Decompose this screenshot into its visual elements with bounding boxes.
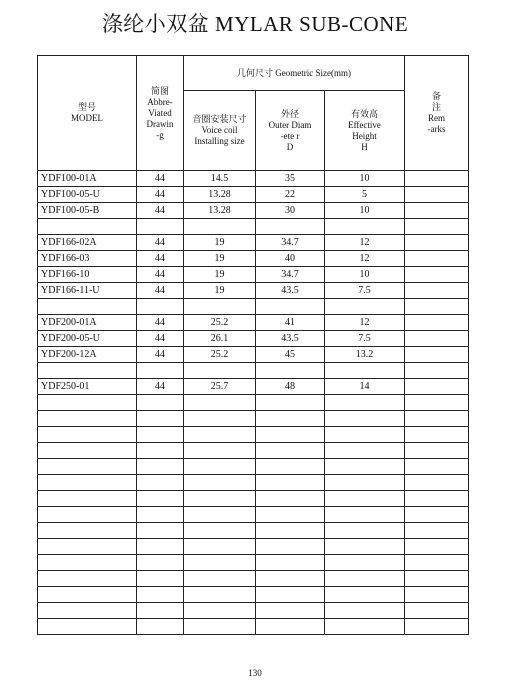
height-cell xyxy=(325,523,405,539)
drawing-cell xyxy=(137,411,184,427)
spec-table xyxy=(37,55,469,635)
drawing-cell: 44 xyxy=(137,315,184,331)
voice-coil-cell xyxy=(184,395,256,411)
outer-diam-cell: 43.5 xyxy=(256,331,325,347)
drawing-cell: 44 xyxy=(137,331,184,347)
voice-coil-cell xyxy=(184,219,256,235)
outer-diam-cell xyxy=(256,299,325,315)
model-cell xyxy=(38,619,137,635)
table-row xyxy=(38,171,469,187)
remarks-cell xyxy=(405,187,469,203)
drawing-cell xyxy=(137,587,184,603)
drawing-cell xyxy=(137,219,184,235)
remarks-cell xyxy=(405,251,469,267)
model-header xyxy=(38,56,137,171)
outer-diam-cell: 34.7 xyxy=(256,267,325,283)
voice-coil-cell: 13.28 xyxy=(184,203,256,219)
height-cell xyxy=(325,603,405,619)
height-header-line: 有效高 xyxy=(350,108,378,119)
voice-coil-cell: 25.7 xyxy=(184,379,256,395)
drawing-cell xyxy=(137,363,184,379)
outer-diam-cell: 40 xyxy=(256,251,325,267)
voice-coil-cell: 13.28 xyxy=(184,187,256,203)
remarks-cell xyxy=(405,555,469,571)
height-cell xyxy=(325,395,405,411)
outer-diam-cell xyxy=(256,603,325,619)
remarks-header xyxy=(405,56,469,171)
model-cell xyxy=(38,299,137,315)
outer-diam-cell xyxy=(256,523,325,539)
remarks-cell xyxy=(405,571,469,587)
outer-diam-cell xyxy=(256,571,325,587)
drawing-cell xyxy=(137,475,184,491)
outer-diam-cell: 22 xyxy=(256,187,325,203)
remarks-cell xyxy=(405,219,469,235)
model-cell xyxy=(38,411,137,427)
drawing-cell xyxy=(137,299,184,315)
height-cell: 12 xyxy=(325,251,405,267)
model-cell xyxy=(38,475,137,491)
drawing-header-line: -g xyxy=(156,129,164,140)
table-row xyxy=(38,475,469,491)
voice-coil-cell: 26.1 xyxy=(184,331,256,347)
height-cell xyxy=(325,427,405,443)
table-row xyxy=(38,587,469,603)
table-row xyxy=(38,203,469,219)
height-cell xyxy=(325,491,405,507)
voice-coil-cell xyxy=(184,571,256,587)
model-cell xyxy=(38,459,137,475)
drawing-cell: 44 xyxy=(137,187,184,203)
height-cell xyxy=(325,587,405,603)
drawing-header-line: Viated xyxy=(148,107,172,118)
remarks-header-line: 注 xyxy=(431,102,441,112)
outer-diam-cell xyxy=(256,363,325,379)
drawing-cell xyxy=(137,395,184,411)
voice-coil-header-line: Installing size xyxy=(194,136,245,146)
voice-coil-cell xyxy=(184,411,256,427)
model-cell xyxy=(38,427,137,443)
remarks-cell xyxy=(405,587,469,603)
outer-diam-cell: 30 xyxy=(256,203,325,219)
outer-diam-cell xyxy=(256,459,325,475)
voice-coil-cell: 19 xyxy=(184,235,256,251)
remarks-header-line: Rem xyxy=(428,113,445,123)
height-cell: 12 xyxy=(325,315,405,331)
remarks-cell xyxy=(405,475,469,491)
voice-coil-cell: 19 xyxy=(184,251,256,267)
height-cell xyxy=(325,299,405,315)
outer-diam-cell xyxy=(256,395,325,411)
outer-diam-cell xyxy=(256,539,325,555)
drawing-cell: 44 xyxy=(137,347,184,363)
voice-coil-cell xyxy=(184,619,256,635)
drawing-header-line: Abbre- xyxy=(147,96,173,107)
table-row xyxy=(38,331,469,347)
remarks-cell xyxy=(405,283,469,299)
table-row xyxy=(38,315,469,331)
voice-coil-cell xyxy=(184,603,256,619)
table-row xyxy=(38,491,469,507)
voice-coil-cell xyxy=(184,475,256,491)
voice-coil-cell xyxy=(184,443,256,459)
model-cell: YDF200-12A xyxy=(38,347,137,363)
drawing-cell: 44 xyxy=(137,267,184,283)
table-row xyxy=(38,379,469,395)
remarks-header-line: 备 xyxy=(431,91,441,101)
page-title: 涤纶小双盆 MYLAR SUB-CONE xyxy=(101,12,409,36)
remarks-cell xyxy=(405,299,469,315)
outer-diam-header-line: 外径 xyxy=(280,108,299,119)
outer-diam-cell xyxy=(256,555,325,571)
height-cell xyxy=(325,539,405,555)
height-cell xyxy=(325,219,405,235)
voice-coil-cell xyxy=(184,587,256,603)
table-row xyxy=(38,459,469,475)
voice-coil-cell xyxy=(184,363,256,379)
table-row xyxy=(38,427,469,443)
drawing-cell xyxy=(137,603,184,619)
outer-diam-cell: 35 xyxy=(256,171,325,187)
outer-diam-header-line: -ete r xyxy=(280,130,300,141)
drawing-cell: 44 xyxy=(137,203,184,219)
voice-coil-cell: 19 xyxy=(184,283,256,299)
model-cell: YDF250-01 xyxy=(38,379,137,395)
height-cell: 10 xyxy=(325,267,405,283)
outer-diam-header-line: Outer Diam xyxy=(268,119,312,130)
drawing-cell xyxy=(137,539,184,555)
outer-diam-cell xyxy=(256,443,325,459)
table-row xyxy=(38,555,469,571)
model-cell: YDF200-05-U xyxy=(38,331,137,347)
remarks-cell xyxy=(405,203,469,219)
voice-coil-cell xyxy=(184,507,256,523)
model-cell xyxy=(38,571,137,587)
model-cell xyxy=(38,507,137,523)
drawing-cell xyxy=(137,491,184,507)
model-cell: YDF200-01A xyxy=(38,315,137,331)
model-header-en: MODEL xyxy=(71,113,103,123)
voice-coil-cell xyxy=(184,539,256,555)
voice-coil-cell xyxy=(184,299,256,315)
model-cell: YDF166-11-U xyxy=(38,283,137,299)
remarks-cell xyxy=(405,267,469,283)
height-cell xyxy=(325,507,405,523)
model-cell: YDF100-01A xyxy=(38,171,137,187)
height-cell: 7.5 xyxy=(325,331,405,347)
remarks-header-line: -arks xyxy=(427,124,446,134)
outer-diam-cell xyxy=(256,491,325,507)
page-number: 130 xyxy=(248,668,262,678)
remarks-cell xyxy=(405,315,469,331)
table-row xyxy=(38,251,469,267)
model-cell xyxy=(38,603,137,619)
table-row xyxy=(38,411,469,427)
remarks-cell xyxy=(405,443,469,459)
voice-coil-header-line: 音圈安装尺寸 xyxy=(192,114,247,124)
remarks-cell xyxy=(405,619,469,635)
table-row xyxy=(38,619,469,635)
model-cell xyxy=(38,363,137,379)
table-row xyxy=(38,267,469,283)
voice-coil-cell: 14.5 xyxy=(184,171,256,187)
voice-coil-cell xyxy=(184,523,256,539)
table-row xyxy=(38,539,469,555)
height-cell xyxy=(325,459,405,475)
table-row xyxy=(38,603,469,619)
drawing-cell xyxy=(137,555,184,571)
drawing-header xyxy=(137,56,184,171)
drawing-cell xyxy=(137,619,184,635)
outer-diam-cell: 45 xyxy=(256,347,325,363)
voice-coil-cell xyxy=(184,491,256,507)
height-cell xyxy=(325,571,405,587)
drawing-cell: 44 xyxy=(137,251,184,267)
height-cell: 7.5 xyxy=(325,283,405,299)
outer-diam-cell: 34.7 xyxy=(256,235,325,251)
voice-coil-cell xyxy=(184,427,256,443)
remarks-cell xyxy=(405,603,469,619)
model-cell xyxy=(38,219,137,235)
height-cell: 10 xyxy=(325,171,405,187)
remarks-cell xyxy=(405,491,469,507)
outer-diam-cell xyxy=(256,587,325,603)
table-row xyxy=(38,235,469,251)
model-cell xyxy=(38,523,137,539)
table-row xyxy=(38,187,469,203)
voice-coil-cell: 25.2 xyxy=(184,347,256,363)
voice-coil-cell: 19 xyxy=(184,267,256,283)
table-row xyxy=(38,507,469,523)
outer-diam-cell xyxy=(256,219,325,235)
height-cell: 12 xyxy=(325,235,405,251)
remarks-cell xyxy=(405,539,469,555)
drawing-cell xyxy=(137,427,184,443)
remarks-cell xyxy=(405,235,469,251)
outer-diam-cell xyxy=(256,411,325,427)
height-cell xyxy=(325,475,405,491)
height-cell xyxy=(325,555,405,571)
drawing-cell: 44 xyxy=(137,235,184,251)
model-cell: YDF100-05-B xyxy=(38,203,137,219)
voice-coil-header-line: Voice coil xyxy=(201,125,238,135)
model-cell xyxy=(38,491,137,507)
height-cell: 10 xyxy=(325,203,405,219)
drawing-header-line: 简图 xyxy=(150,85,169,96)
table-row xyxy=(38,347,469,363)
drawing-cell xyxy=(137,507,184,523)
height-cell xyxy=(325,619,405,635)
drawing-cell: 44 xyxy=(137,171,184,187)
height-header-line: Height xyxy=(352,130,377,141)
remarks-cell xyxy=(405,363,469,379)
outer-diam-cell xyxy=(256,619,325,635)
outer-diam-cell xyxy=(256,507,325,523)
remarks-cell xyxy=(405,523,469,539)
voice-coil-cell: 25.2 xyxy=(184,315,256,331)
model-cell xyxy=(38,395,137,411)
table-row xyxy=(38,395,469,411)
height-header-line: H xyxy=(361,141,368,152)
model-cell: YDF100-05-U xyxy=(38,187,137,203)
height-cell xyxy=(325,443,405,459)
height-cell: 13.2 xyxy=(325,347,405,363)
table-row xyxy=(38,283,469,299)
height-cell xyxy=(325,411,405,427)
height-cell: 14 xyxy=(325,379,405,395)
model-cell xyxy=(38,539,137,555)
drawing-cell xyxy=(137,523,184,539)
remarks-cell xyxy=(405,379,469,395)
table-row xyxy=(38,363,469,379)
model-cell xyxy=(38,555,137,571)
height-cell: 5 xyxy=(325,187,405,203)
geometric-size-header: 几何尺寸 Geometric Size(mm) xyxy=(184,56,405,91)
outer-diam-cell xyxy=(256,475,325,491)
model-header-cn: 型号 xyxy=(77,102,96,112)
table-row xyxy=(38,299,469,315)
remarks-cell xyxy=(405,395,469,411)
outer-diam-cell: 48 xyxy=(256,379,325,395)
outer-diam-cell xyxy=(256,427,325,443)
model-cell: YDF166-03 xyxy=(38,251,137,267)
drawing-cell: 44 xyxy=(137,379,184,395)
outer-diam-header-line: D xyxy=(286,141,294,152)
table-row xyxy=(38,571,469,587)
voice-coil-header xyxy=(184,91,256,171)
outer-diam-cell: 43.5 xyxy=(256,283,325,299)
model-cell xyxy=(38,443,137,459)
model-cell: YDF166-10 xyxy=(38,267,137,283)
height-header xyxy=(325,91,405,171)
drawing-header-line: Drawin xyxy=(146,118,174,129)
height-header-line: Effective xyxy=(348,119,381,130)
table-row xyxy=(38,523,469,539)
remarks-cell xyxy=(405,171,469,187)
drawing-cell: 44 xyxy=(137,283,184,299)
drawing-cell xyxy=(137,459,184,475)
drawing-cell xyxy=(137,443,184,459)
remarks-cell xyxy=(405,331,469,347)
remarks-cell xyxy=(405,507,469,523)
remarks-cell xyxy=(405,427,469,443)
table-row xyxy=(38,219,469,235)
outer-diam-header xyxy=(256,91,325,171)
outer-diam-cell: 41 xyxy=(256,315,325,331)
voice-coil-cell xyxy=(184,555,256,571)
model-cell xyxy=(38,587,137,603)
remarks-cell xyxy=(405,411,469,427)
remarks-cell xyxy=(405,459,469,475)
table-row xyxy=(38,443,469,459)
remarks-cell xyxy=(405,347,469,363)
model-cell: YDF166-02A xyxy=(38,235,137,251)
drawing-cell xyxy=(137,571,184,587)
height-cell xyxy=(325,363,405,379)
voice-coil-cell xyxy=(184,459,256,475)
